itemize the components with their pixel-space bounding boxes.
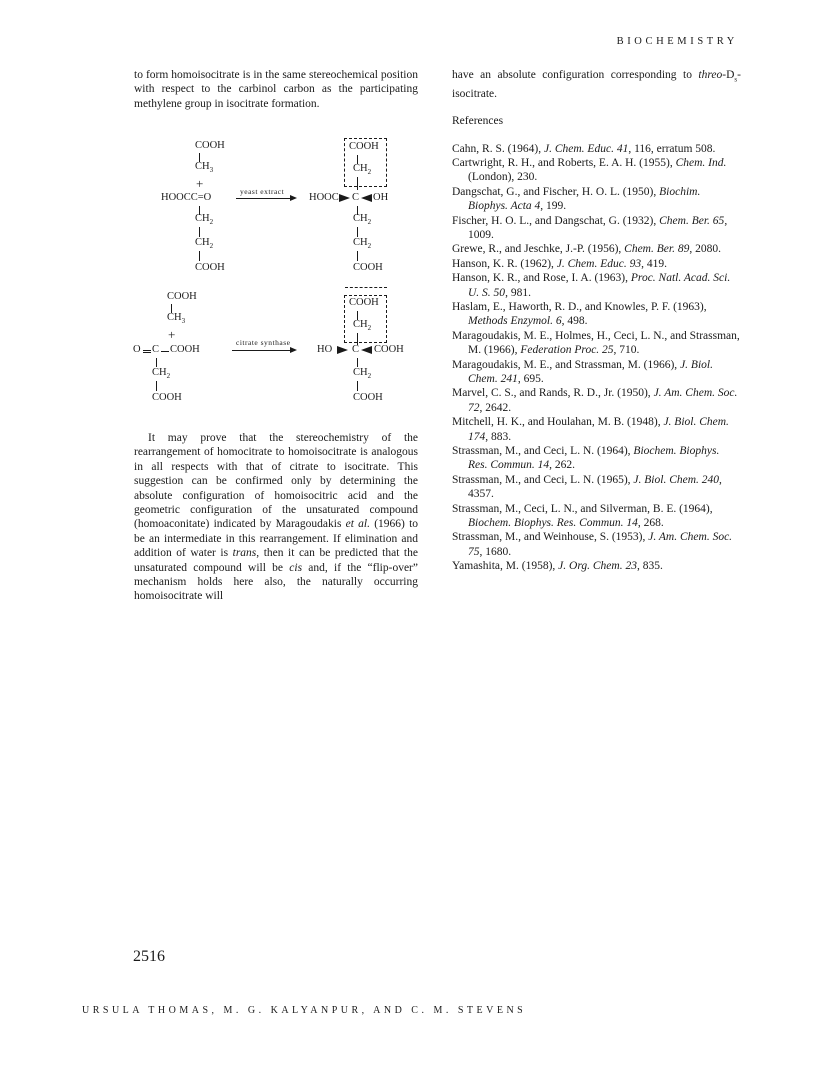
s2-product-ho: HO xyxy=(317,344,333,355)
s1-bond xyxy=(199,251,200,261)
reference-item: Dangschat, G., and Fischer, H. O. L. (1950), Biochim. Biophys. Acta 4, 199. xyxy=(452,185,701,213)
s2-arrow xyxy=(232,350,292,351)
reference-item: Cartwright, R. H., and Roberts, E. A. H. (1955), Chem. Ind. (London), 230. xyxy=(452,156,727,184)
s1-plus: + xyxy=(196,176,204,191)
s2-single-bond xyxy=(161,351,169,352)
reference-item: Strassman, M., Ceci, L. N., and Silverman, B. E. (1964), Biochem. Biophys. Res. Commun. 14, 268. xyxy=(452,502,713,530)
s2-bond xyxy=(357,358,358,367)
s1-wedge-bond xyxy=(339,194,350,202)
s1-reactant-cooh-bottom: COOH xyxy=(195,262,225,273)
s2-arrow-label: citrate synthase xyxy=(236,338,291,347)
s2-product-cooh-bottom: COOH xyxy=(353,392,383,403)
s1-reactant-ch3: $CH_3$ xyxy=(195,161,214,175)
s1-bond xyxy=(199,227,200,237)
s1-product-ch2-a: $CH_2$ xyxy=(353,213,372,227)
left-body-paragraph: It may prove that the stereochemistry of the rearrangement of homocitrate to homoisocitrate is analogous in all respects with that of citrate to isocitrate. This suggestion can be confirmed only by determining the absolute configuration of homoisocitric acid and the geometric configuration of the unsaturated compound (homoaconitate) indicated by Maragoudakis et al. (1966) to be an intermediate in this rearrangement. If elimination and addition of water is trans, then it can be predicted that the unsaturated compound will be cis and, if the “flip-over” mechanism holds here also, the naturally occurring homoisocitrate will xyxy=(134,432,419,603)
s2-reactant-ch3: $CH_3$ xyxy=(167,312,186,326)
left-intro-paragraph: to form homoisocitrate is in the same stereochemical position with respect to the carbinol carbon as the participating methylene group in isocitrate formation. xyxy=(134,69,418,110)
reference-item: Strassman, M., and Ceci, L. N. (1965), J. Biol. Chem. 240, 4357. xyxy=(452,473,722,501)
reference-item: Mitchell, H. K., and Houlahan, M. B. (1948), J. Biol. Chem. 174, 883. xyxy=(452,416,729,443)
s2-double-bond xyxy=(143,350,151,353)
s1-reactant-cooh-top: COOH xyxy=(195,140,225,151)
s1-bond xyxy=(357,251,358,261)
s1-arrow xyxy=(236,198,292,199)
reference-item: Maragoudakis, M. E., and Strassman, M. (1966), J. Biol. Chem. 241, 695. xyxy=(452,358,713,386)
s1-wedge-bond xyxy=(361,194,372,202)
right-column xyxy=(452,68,741,574)
s2-product-center-carbon: C xyxy=(352,344,360,355)
s1-bond xyxy=(357,227,358,237)
reference-item: Yamashita, M. (1958), J. Org. Chem. 23, 835. xyxy=(452,560,663,573)
reference-item: Grewe, R., and Jeschke, J.-P. (1956), Chem. Ber. 89, 2080. xyxy=(452,243,721,256)
s1-product-hooc: HOOC xyxy=(309,192,339,203)
s2-reactant-carbon: C xyxy=(152,344,160,355)
page-number: 2516 xyxy=(133,948,165,965)
s1-bond xyxy=(357,177,358,190)
s2-arrowhead xyxy=(290,347,297,353)
reference-item: Strassman, M., and Ceci, L. N. (1964), Biochem. Biophys. Res. Commun. 14, 262. xyxy=(452,445,720,472)
s1-reactant-ch2-a: $CH_2$ xyxy=(195,213,214,227)
s2-bond xyxy=(357,381,358,391)
reference-item: Hanson, K. R., and Rose, I. A. (1963), Proc. Natl. Acad. Sci. U. S. 50, 981. xyxy=(452,272,731,299)
references-heading: References xyxy=(452,115,504,128)
s2-product-cooh-boxed: COOH xyxy=(349,297,379,308)
reference-list xyxy=(452,142,741,574)
footer-authors: URSULA THOMAS, M. G. KALYANPUR, AND C. M. STEVENS xyxy=(82,1005,527,1016)
reference-item: Hanson, K. R. (1962), J. Chem. Educ. 93, 419. xyxy=(452,257,667,270)
s1-arrow-label: yeast extract xyxy=(240,187,285,196)
s2-bond xyxy=(156,358,157,367)
s2-product-ch2-boxed: $CH_2$ xyxy=(353,319,372,333)
s2-wedge-bond xyxy=(361,346,372,354)
reference-item: Marvel, C. S., and Rands, R. D., Jr. (1950), J. Am. Chem. Soc. 72, 2642. xyxy=(452,387,738,414)
left-body-block xyxy=(134,431,418,604)
s2-reactant-oxygen: O xyxy=(133,344,141,355)
s1-product-cooh-boxed: COOH xyxy=(349,141,379,152)
s2-plus: + xyxy=(168,327,176,342)
s2-dashed-box-top xyxy=(345,287,387,288)
s1-reactant-ketoacid: HOOCC=O xyxy=(161,192,212,203)
reference-item: Haslam, E., Haworth, R. D., and Knowles, P. F. (1963), Methods Enzymol. 6, 498. xyxy=(452,300,707,328)
s1-reactant-ch2-b: $CH_2$ xyxy=(195,237,214,251)
reference-item: Strassman, M., and Weinhouse, S. (1953), J. Am. Chem. Soc. 75, 1680. xyxy=(452,531,733,558)
s2-reactant-cooh-bottom: COOH xyxy=(152,392,182,403)
s2-product-cooh: COOH xyxy=(374,344,404,355)
reference-item: Maragoudakis, M. E., Holmes, H., Ceci, L. N., and Strassman, M. (1966), Federation Proc. 25, 710. xyxy=(452,329,740,357)
s1-product-ch2-boxed: $CH_2$ xyxy=(353,163,372,177)
s2-bond xyxy=(156,381,157,391)
right-intro-paragraph: have an absolute configuration corresponding to threo-$D_s$-isocitrate. xyxy=(452,69,741,100)
s2-reactant-ch2: $CH_2$ xyxy=(152,367,171,381)
s1-product-cooh-bottom: COOH xyxy=(353,262,383,273)
s2-product-ch2: $CH_2$ xyxy=(353,367,372,381)
reference-item: Fischer, H. O. L., and Dangschat, G. (1932), Chem. Ber. 65, 1009. xyxy=(452,214,728,241)
reference-item: Cahn, R. S. (1964), J. Chem. Educ. 41, 116, erratum 508. xyxy=(452,142,716,155)
s1-arrowhead xyxy=(290,195,297,201)
s2-reactant-cooh: COOH xyxy=(170,344,200,355)
s1-product-oh: OH xyxy=(373,192,389,203)
s2-wedge-bond xyxy=(337,346,348,354)
s2-reactant-cooh-top: COOH xyxy=(167,291,197,302)
running-head: BIOCHEMISTRY xyxy=(616,36,738,47)
s1-product-center-carbon: C xyxy=(352,192,360,203)
s1-product-ch2-b: $CH_2$ xyxy=(353,237,372,251)
